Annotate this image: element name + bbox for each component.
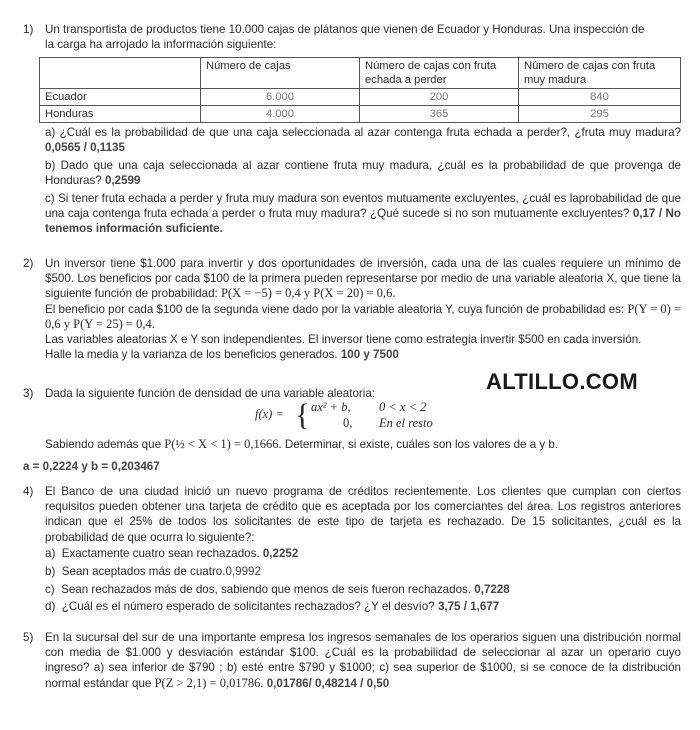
question-2-para-4: [45, 347, 681, 362]
question-3-number: 3): [23, 387, 34, 400]
question-3-answer: a = 0,2224 y b = 0,203467: [23, 460, 160, 473]
table-header-cell: Número de cajas con fruta muy madura: [519, 58, 681, 89]
item-answer: 0,2252: [262, 547, 299, 560]
question-1-a-answer: 0,0565 / 0,1135: [45, 141, 125, 155]
question-3-cond-math: P(½ < X < 1) = 0,1666.: [164, 437, 282, 451]
boxes-table: [39, 57, 681, 123]
question-2-prob-y: P(Y = 0) = 0,6 y P(Y = 25) = 0,4.: [45, 301, 681, 331]
item-text: Sean aceptados más de cuatro.: [61, 565, 226, 578]
table-cell: 840: [519, 89, 681, 106]
table-cell: 4.000: [201, 106, 360, 123]
item-answer: 0,7228: [474, 583, 510, 596]
table-header-row: [40, 58, 681, 89]
question-2-prob-x: P(X = −5) = 0,4 y P(X = 20) = 0,6.: [220, 286, 396, 301]
table-cell-label: Honduras: [40, 106, 201, 123]
question-3-intro: Dada la siguiente función de densidad de una variable aleatoria:: [45, 387, 376, 400]
case-1-expr: ax² + b,: [311, 400, 351, 414]
question-1-part-b: [45, 158, 681, 188]
fx-label: f(x) =: [255, 407, 284, 421]
question-5-text: En la sucursal del sur de una importante empresa los ingresos semanales de los operarios siguen una distribución normal con media de $1.000 y desviación estándar $100. ¿Cuál es la probabilidad de seleccionar al azar un operario cuyo ingreso? a) sea inferior de $790 ; b) esté entre $790 y $1000; c) sea superior de $1000, si se conoce de la distribución normal estándar que: [45, 631, 681, 690]
table-row: [40, 89, 681, 106]
question-2-number: 2): [23, 257, 34, 270]
question-4-item: [45, 546, 298, 561]
question-4-number: 4): [23, 485, 34, 498]
case-2-cond: En el resto: [379, 416, 433, 430]
question-1-c-text: c) Si tener fruta echada a perder y fruta muy madura son eventos mutuamente excluyentes, ¿cuál es laprobabilidad de que una caja contenga fruta echada a perder o fruta muy madura? ¿Qué sucede si no son mutuamente excluyentes?: [45, 192, 681, 221]
item-label: d): [45, 600, 56, 613]
table-cell-label: Ecuador: [40, 89, 201, 106]
question-5-number: 5): [23, 631, 34, 644]
table-header-cell: Número de cajas con fruta echada a perder: [360, 58, 519, 89]
question-2-text: Un inversor tiene $1.000 para invertir y dos oportunidades de inversión, cada una de las cuales requiere un mínimo de $500. Los beneficios por cada $100 de la primera pueden representarse por medio de una variable aleatoria X, que tiene la siguiente función de probabilidad:: [45, 257, 681, 301]
question-4-item: [45, 564, 261, 579]
item-label: c): [45, 583, 55, 596]
item-answer: 3,75 / 1,677: [437, 600, 500, 613]
item-text: Exactamente cuatro sean rechazados.: [61, 547, 260, 560]
question-4-item: [45, 582, 510, 597]
case-1-cond: 0 < x < 2: [379, 400, 427, 414]
item-text: ¿Cuál es el número esperado de solicitantes rechazados? ¿Y el desvío?: [61, 600, 435, 613]
question-1-intro-line-1: Un transportista de productos tiene 10.000 cajas de plátanos que vienen de Ecuador y Honduras. Una inspección de: [45, 23, 645, 36]
question-1-b-answer: 0,2599: [104, 174, 141, 188]
item-text: Sean rechazados más de dos, sabiendo que menos de seis fueron rechazados.: [61, 583, 472, 596]
question-2-text: El beneficio por cada $100 de la segunda viene dado por la variable aleatoria Y, cuya función de probabilidad es:: [45, 302, 625, 316]
table-row: [40, 106, 681, 123]
table-cell: 6.000: [201, 89, 360, 106]
question-1-intro-line-2: la carga ha arrojado la información siguiente:: [45, 38, 277, 52]
altillo-logo: ALTILLO.COM: [486, 369, 638, 394]
question-4-item: [45, 599, 499, 614]
question-3-cond-pre: Sabiendo además que: [45, 438, 162, 451]
question-2-body: [45, 256, 681, 362]
table-cell: 365: [360, 106, 519, 123]
question-2-para-3: Las variables aleatorias X e Y son independientes. El inversor tiene como estrategia invertir $500 en cada inversión.: [45, 333, 642, 347]
question-4-intro: El Banco de una ciudad inició un nuevo programa de créditos recientemente. Los clientes que cumplan con ciertos requisitos pueden obtener una tarjeta de crédito que es aceptada por los comerciantes del área. Los registros anteriores indican que el 25% de todos los solicitantes de este tipo de tarjeta es rechazado. De 15 solicitantes, ¿cuál es la probabilidad de que ocurra lo siguiente?:: [45, 485, 681, 544]
question-2-para-1: [45, 256, 681, 302]
item-label: b): [45, 565, 56, 578]
table-header-cell: Número de cajas: [201, 58, 360, 89]
item-label: a): [45, 547, 56, 560]
question-1-b-text: b) Dado que una caja seleccionada al azar contiene fruta muy madura, ¿cuál es la probabilidad de que provenga de Honduras?: [45, 159, 681, 188]
question-1-intro: [45, 22, 681, 52]
table-header-cell: [40, 58, 201, 89]
question-2-text: Halle la media y la varianza de los beneficios generados.: [45, 348, 338, 362]
item-answer: 0,9992: [225, 565, 261, 578]
question-2-answer: 100 y 7500: [340, 348, 399, 362]
question-1-part-c: [45, 191, 681, 237]
question-2-para-2: [45, 302, 681, 332]
case-2-expr: 0,: [343, 416, 353, 430]
question-3-condition: [45, 437, 681, 452]
question-1-part-a: [45, 125, 681, 155]
left-brace: {: [295, 397, 310, 432]
question-1-a-text: a) ¿Cuál es la probabilidad de que una caja seleccionada al azar contenga fruta echada a perder?, ¿fruta muy madura?: [45, 126, 681, 139]
question-1-c-answer: 0,17 / No tenemos información suficiente.: [45, 207, 681, 236]
question-5-answer: 0,01786/ 0,48214 / 0,50: [266, 676, 390, 690]
table-cell: 295: [519, 106, 681, 123]
question-5-math: P(Z > 2,1) = 0,01786.: [154, 675, 264, 690]
question-1-number: 1): [23, 23, 34, 36]
question-3-cond-post: Determinar, si existe, cuáles son los valores de a y b.: [284, 438, 559, 451]
table-cell: 200: [360, 89, 519, 106]
question-5-body: [45, 630, 681, 691]
